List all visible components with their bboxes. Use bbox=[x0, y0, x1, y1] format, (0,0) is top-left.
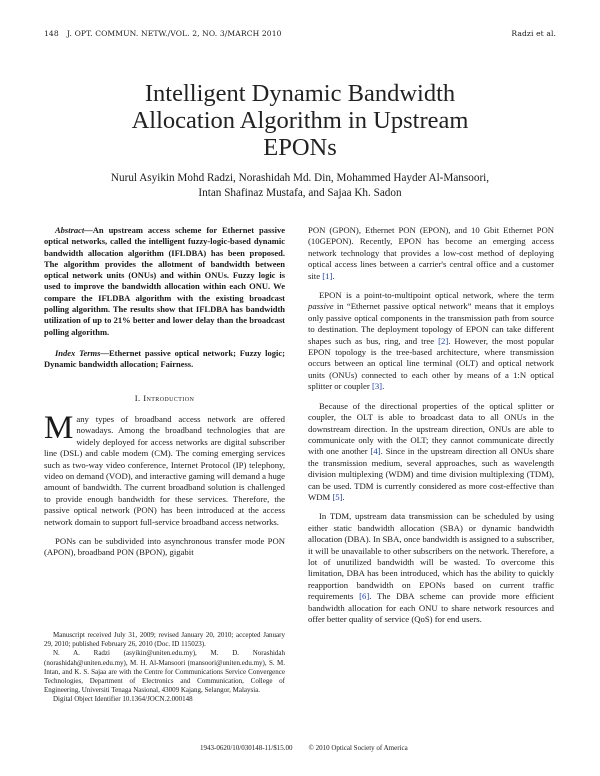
index-terms bbox=[44, 348, 285, 371]
title-line: Allocation Algorithm in Upstream bbox=[131, 107, 469, 134]
journal-citation: J. OPT. COMMUN. NETW./VOL. 2, NO. 3/MARCH 2010 bbox=[67, 29, 282, 38]
right-column bbox=[308, 225, 554, 633]
paragraph-text: . bbox=[332, 270, 335, 281]
footnote-affiliations: N. A. Radzi (asyikin@uniten.edu.my), M. D. Norashidah (norashidah@uniten.edu.my), M. H. Al-Mansoori (mansoori@uniten.edu.my), S. M. Intan, and K. S. Sajaa are with the Centre for Communications Service Convergence Technologies, Department of Electronics and Communication, College of Engineering, Universiti Tenaga Nasional, 43009 Kajang, Selangor, Malaysia. bbox=[44, 649, 285, 695]
author-list bbox=[80, 171, 520, 200]
body-paragraph bbox=[308, 225, 554, 282]
index-terms-label: Index Terms— bbox=[55, 347, 109, 358]
paragraph-text: EPON is a point-to-multipoint optical network, where the term bbox=[319, 290, 554, 301]
paper-title bbox=[60, 80, 540, 161]
paragraph-text: PON (GPON), Ethernet PON (EPON), and 10 Gbit Ethernet PON (10GEPON). Recently, EPON has become an emerging access network technology that provides a low-cost method of deploying optical access lines between a carrier's central office and a customer site bbox=[308, 225, 554, 281]
paragraph-text: . The DBA scheme can provide more efficient bandwidth allocation for each ONU to share network resources and offer better quality of service (QoS) for end users. bbox=[308, 591, 554, 624]
paragraph-text: any types of broadband access network are offered nowadays. Among the broadband technologies that are widely deployed for access networks are digital subscriber line (DSL) and cable modem (CM). The coming emerging services such as two-way video conference, Internet Protocol (IP) telephony, video on demand (VOD), and interactive gaming will demand a huge amount of bandwidth. The current broadband solution is challenged to provide enough bandwidth for these services. Therefore, the passive optical network (PON) has been introduced at the access network domain to support full-service broadband access networks. bbox=[44, 413, 286, 527]
body-paragraph bbox=[44, 409, 286, 528]
paragraph-text: Because of the directional properties of the optical splitter or coupler, the OLT is able to broadcast data to all ONUs in the downstream direction. In the upstream direction, ONUs are able to communicate only with the OLT; they cannot communicate directly with one another bbox=[308, 400, 554, 457]
page-number: 148 bbox=[44, 29, 59, 38]
abstract-label: Abstract— bbox=[55, 225, 93, 235]
running-author: Radzi et al. bbox=[511, 29, 556, 38]
title-line: Intelligent Dynamic Bandwidth bbox=[144, 80, 456, 107]
page-footer bbox=[200, 744, 408, 752]
abstract bbox=[44, 225, 285, 338]
footnotes bbox=[44, 631, 285, 705]
section-numeral: I. bbox=[134, 392, 141, 403]
copyright: © 2010 Optical Society of America bbox=[308, 744, 408, 752]
title-line: EPONs bbox=[263, 134, 337, 161]
index-terms-text: Ethernet passive optical network; Fuzzy logic; Dynamic bandwidth allocation; Fairness. bbox=[44, 347, 285, 370]
emphasis-text: passive bbox=[308, 301, 334, 312]
author-line: Nurul Asyikin Mohd Radzi, Norashidah Md. Din, Mohammed Hayder Al-Mansoori, bbox=[110, 172, 490, 184]
body-paragraph bbox=[308, 401, 554, 504]
left-column bbox=[44, 225, 285, 567]
drop-cap: M bbox=[44, 409, 74, 446]
paragraph-text: In TDM, upstream data transmission can be scheduled by using either static bandwidth allocation (SBA) or dynamic bandwidth allocation (DBA). In SBA, once bandwidth is assigned to a subscriber, it will be unavailable to other subscribers on the network. Therefore, a lot of unutilized bandwidth will be wasted. To overcome this limitation, DBA has been introduced, which has the ability to quickly reapportion bandwidth on EPONs based on current traffic requirements bbox=[308, 511, 554, 602]
paragraph-text: . bbox=[382, 381, 385, 392]
body-paragraph bbox=[308, 290, 554, 393]
paragraph-text: in “Ethernet passive optical network” means that it employs only passive optical components in the transmission path from source to destination. The deployment topology of EPON can take different shapes such as bus, ring, and tree bbox=[308, 301, 554, 346]
citation-link[interactable]: [4] bbox=[370, 446, 381, 457]
paragraph-text: . However, the most popular EPON topology is the tree-based architecture, where transmission occurs between an optical line terminal (OLT) and optical network units (ONUs) connected to each other by means of a 1:N optical splitter or coupler bbox=[308, 335, 554, 392]
issn-code: 1943-0620/10/030148-11/$15.00 bbox=[200, 744, 293, 752]
author-line: Intan Shafinaz Mustafa, and Sajaa Kh. Sadon bbox=[198, 186, 402, 199]
body-paragraph: PONs can be subdivided into asynchronous transfer mode PON (APON), broadband PON (BPON), gigabit bbox=[44, 536, 285, 558]
paragraph-text: . Since in the upstream direction all ONUs share the transmission medium, several approaches, such as wavelength division multiplexing (WDM) and time division multiplexing (TDM), can be used. TDM is currently considered as more cost-effective than WDM bbox=[308, 446, 555, 502]
abstract-text: An upstream access scheme for Ethernet passive optical networks, called the intelligent fuzzy-logic-based dynamic bandwidth allocation algorithm (IFLDBA) has been proposed. The algorithm provides the allotment of bandwidth between optical network units (ONUs) and within ONUs. Fuzzy logic is used to improve the bandwidth allocation within each ONU. We compare the IFLDBA algorithm with the existing broadcast polling algorithm. The results show that IFLDBA has bandwidth utilization of up to 21% better and lower delay than the broadcast polling algorithm. bbox=[44, 225, 285, 337]
paragraph-text: . bbox=[342, 491, 345, 502]
citation-link[interactable]: [2] bbox=[438, 335, 449, 346]
citation-link[interactable]: [1] bbox=[322, 270, 333, 281]
footnote-received: Manuscript received July 31, 2009; revised January 20, 2010; accepted January 29, 2010; published February 26, 2010 (Doc. ID 115023). bbox=[44, 631, 285, 649]
footnote-doi: Digital Object Identifier 10.1364/JOCN.2.000148 bbox=[53, 695, 193, 704]
citation-link[interactable]: [5] bbox=[332, 491, 343, 502]
citation-link[interactable]: [3] bbox=[371, 381, 383, 392]
body-paragraph bbox=[308, 511, 554, 625]
section-heading bbox=[44, 393, 285, 404]
section-title: Introduction bbox=[143, 392, 195, 403]
citation-link[interactable]: [6] bbox=[359, 591, 370, 602]
